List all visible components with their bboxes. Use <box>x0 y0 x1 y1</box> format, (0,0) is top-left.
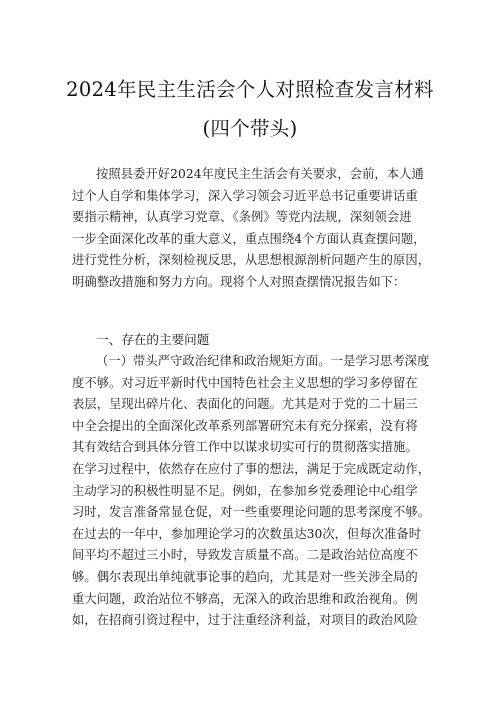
section-heading: 一、存在的主要问题 <box>96 332 210 347</box>
text-line: 按照县委开好2024年度民主生活会有关要求，会前，本人通 <box>96 167 424 181</box>
text-line: 一步全面深化改革的重大意义，重点围绕4个方面认真查摆问题， <box>72 231 426 246</box>
text-line: 其有效结合到具体分管工作中以谋求切实可行的贯彻落实措施。 <box>72 440 418 455</box>
text-line: 习时，发言准备常显仓促，对一些重要理论问题的思考深度不够。 <box>72 505 431 520</box>
text-line: 在过去的一年中，参加理论学习的次数虽达30次，但每次准备时 <box>72 526 422 541</box>
text-line: 进行党性分析，深刻检视反思，从思想根源剖析问题产生的原因， <box>72 253 431 268</box>
text-line: 在学习过程中，依然存在应付了事的想法，满足于完成既定动作， <box>72 461 431 476</box>
text-line: 重大问题，政治站位不够高，无深入的政治思维和政治视角。例 <box>72 591 418 606</box>
text-line: 度不够。对习近平新时代中国特色社会主义思想的学习多停留在 <box>72 375 418 390</box>
text-line: 如，在招商引资过程中，过于注重经济利益，对项目的政治风险 <box>72 613 418 628</box>
text-line: 要指示精神，认真学习党章、《条例》等党内法规，深刻领会进 <box>72 210 412 225</box>
text-line: （一）带头严守政治纪律和政治规矩方面。一是学习思考深度 <box>96 354 430 368</box>
document-subtitle: (四个带头) <box>202 117 298 140</box>
text-line: 够。偶尔表现出单纯就事论事的趋向，尤其是对一些关涉全局的 <box>72 569 418 584</box>
text-line: 表层，呈现出碎片化、表面化的问题。尤其是对于党的二十届三 <box>72 397 418 412</box>
body-paragraph <box>72 351 436 632</box>
text-line: 主动学习的积极性明显不足。例如，在参加乡党委理论中心组学 <box>72 483 418 498</box>
text-line: 间平均不超过三小时，导致发言质量不高。二是政治站位高度不 <box>72 548 418 563</box>
intro-paragraph <box>72 164 436 294</box>
text-line: 中全会提出的全面深化改革系列部署研究未有充分探索，没有将 <box>72 418 418 433</box>
text-line: 过个人自学和集体学习，深入学习领会习近平总书记重要讲话重 <box>72 188 418 203</box>
document-title: 2024年民主生活会个人对照检查发言材料 <box>66 78 434 101</box>
text-line: 明确整改措施和努力方向。现将个人对照查摆情况报告如下： <box>72 274 406 289</box>
